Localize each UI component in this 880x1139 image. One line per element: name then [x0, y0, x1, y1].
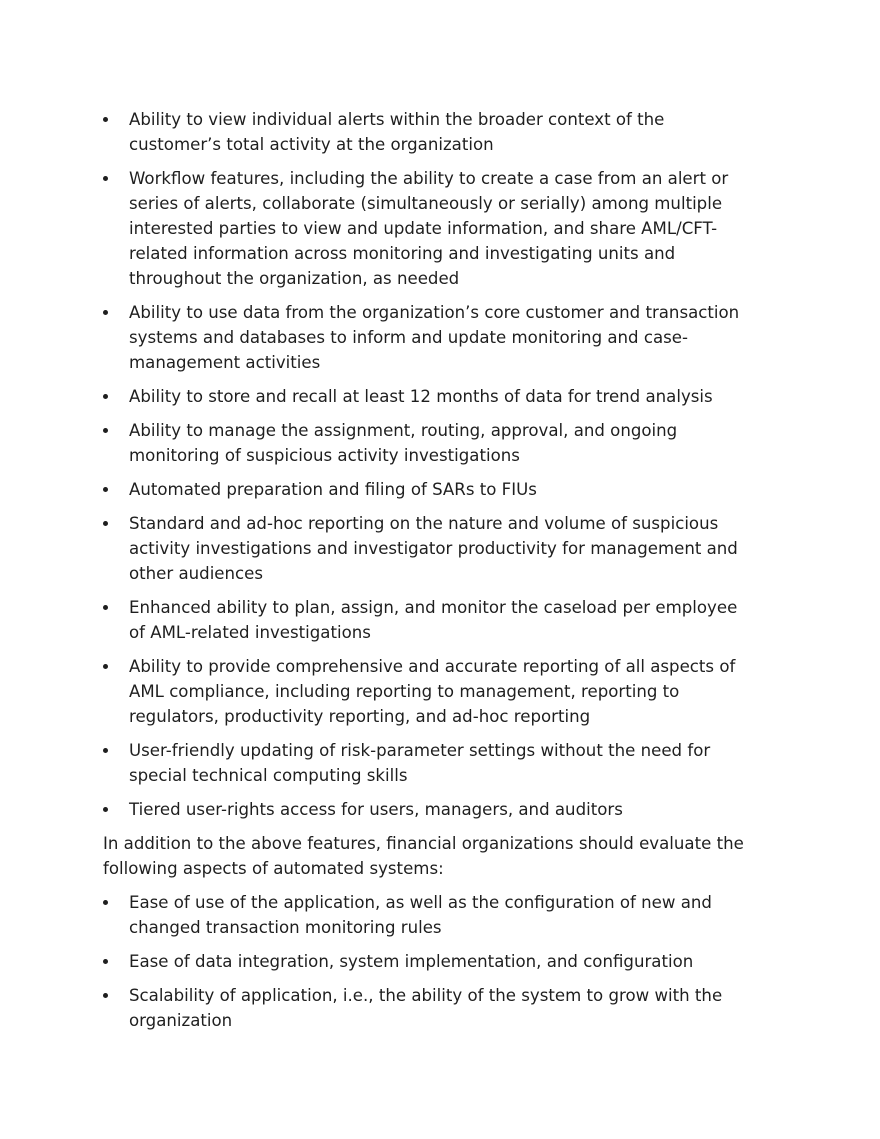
list-item-text: Workflow features, including the ability to create a case from an alert or series of alerts, collaborate (simultaneously or serially) among multiple interested parties to view and update information, and share AML/CFT-related information across monitoring and investigating units and throughout the organization, as needed: [129, 169, 729, 288]
list-item-text: Ability to view individual alerts within the broader context of the customer’s total activity at the organization: [129, 110, 665, 154]
intro-paragraph: In addition to the above features, financial organizations should evaluate the following aspects of automated systems:: [103, 834, 744, 878]
list-item-text: Ability to store and recall at least 12 months of data for trend analysis: [129, 387, 713, 406]
document-page: [103, 107, 753, 1042]
list-item: [103, 300, 753, 375]
bullet-icon: [103, 748, 108, 753]
bullet-icon: [103, 900, 108, 905]
list-item-text: Standard and ad-hoc reporting on the nature and volume of suspicious activity investigations and investigator productivity for management and other audiences: [129, 514, 738, 583]
bullet-icon: [103, 807, 108, 812]
list-item: [103, 890, 753, 940]
list-item-text: Ability to use data from the organization’s core customer and transaction systems and databases to inform and update monitoring and case-management activities: [129, 303, 740, 372]
list-item: [103, 983, 753, 1033]
list-item-text: Ability to provide comprehensive and accurate reporting of all aspects of AML compliance, including reporting to management, reporting to regulators, productivity reporting, and ad-hoc reporting: [129, 657, 736, 726]
bullet-icon: [103, 959, 108, 964]
list-item: [103, 949, 753, 974]
list-item: [103, 654, 753, 729]
list-item-text: Tiered user-rights access for users, managers, and auditors: [129, 800, 623, 819]
bullet-icon: [103, 521, 108, 526]
list-item-text: Ease of use of the application, as well as the configuration of new and changed transaction monitoring rules: [129, 893, 712, 937]
bullet-icon: [103, 310, 108, 315]
bullet-icon: [103, 993, 108, 998]
bullet-icon: [103, 117, 108, 122]
list-item-text: Ease of data integration, system implementation, and configuration: [129, 952, 694, 971]
list-item-text: Automated preparation and filing of SARs to FIUs: [129, 480, 537, 499]
bullet-icon: [103, 428, 108, 433]
list-item: [103, 384, 753, 409]
bullet-icon: [103, 487, 108, 492]
list-item: [103, 797, 753, 822]
list-item-text: Scalability of application, i.e., the ability of the system to grow with the organization: [129, 986, 723, 1030]
list-item: [103, 738, 753, 788]
aspects-list: [103, 890, 753, 1033]
features-list: [103, 107, 753, 822]
list-item-text: Enhanced ability to plan, assign, and monitor the caseload per employee of AML-related investigations: [129, 598, 738, 642]
bullet-icon: [103, 664, 108, 669]
list-item: [103, 511, 753, 586]
list-item: [103, 418, 753, 468]
list-item: [103, 595, 753, 645]
bullet-icon: [103, 605, 108, 610]
bullet-icon: [103, 176, 108, 181]
list-item-text: User-friendly updating of risk-parameter settings without the need for special technical computing skills: [129, 741, 711, 785]
list-item: [103, 166, 753, 291]
list-item-text: Ability to manage the assignment, routing, approval, and ongoing monitoring of suspicious activity investigations: [129, 421, 678, 465]
list-item: [103, 107, 753, 157]
bullet-icon: [103, 394, 108, 399]
list-item: [103, 477, 753, 502]
